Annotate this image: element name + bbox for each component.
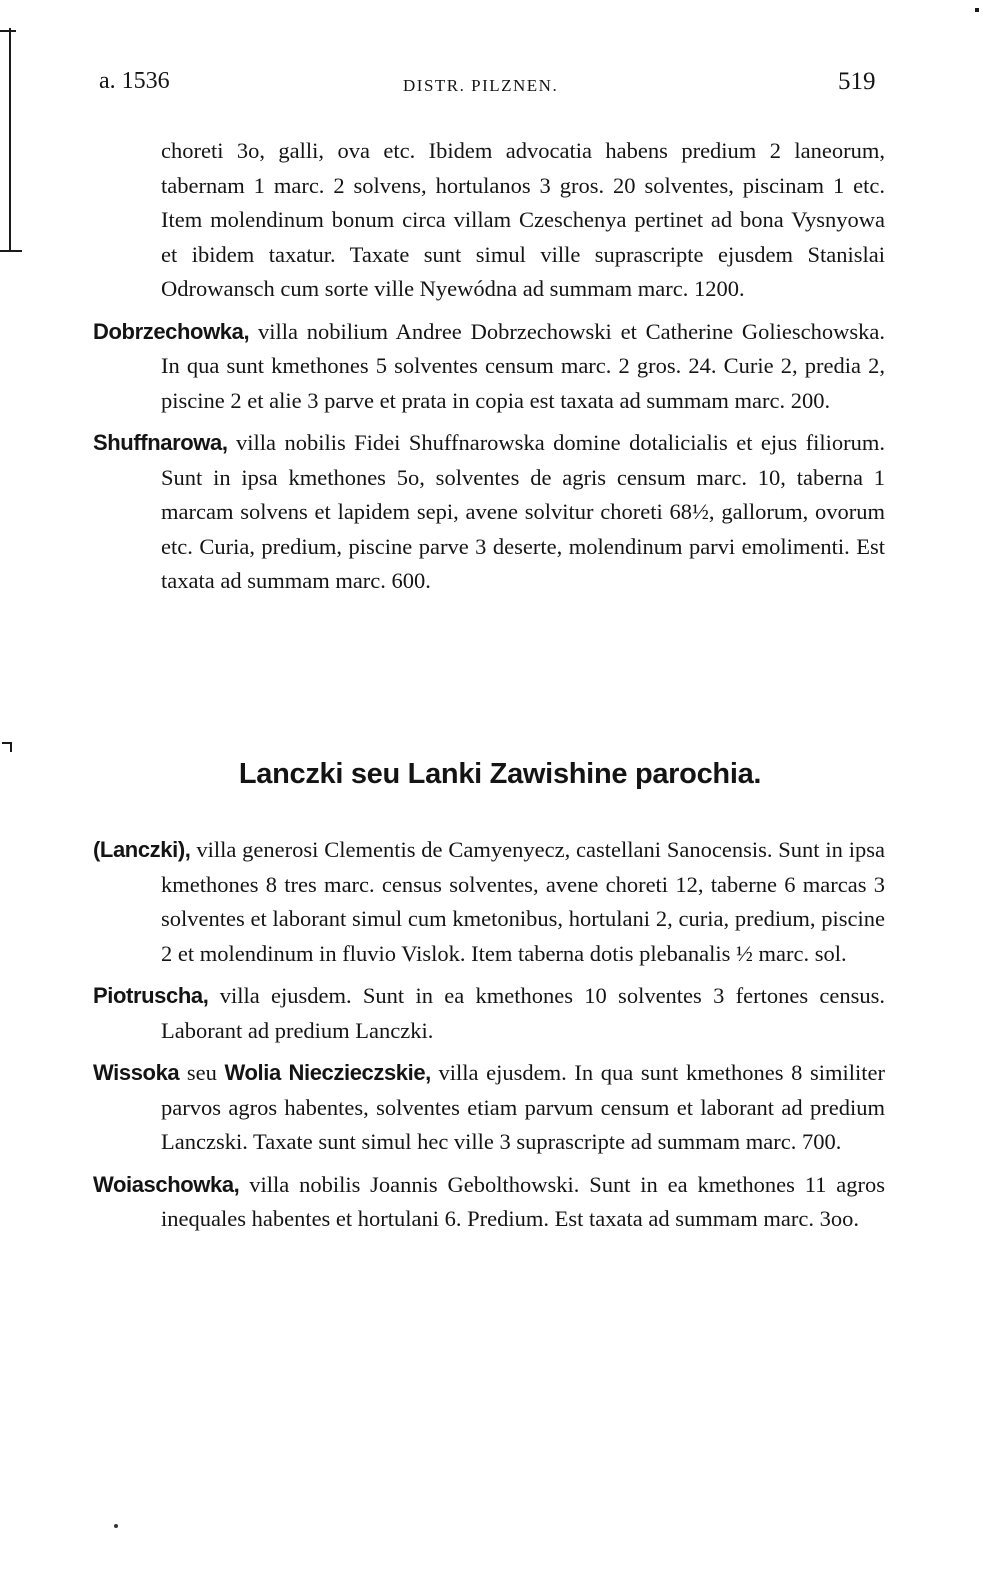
- entry-shuffnarowa: [93, 426, 885, 599]
- stray-mark: [114, 1524, 118, 1528]
- entry-text: villa nobilis Fidei Shuffnarowska domine dotalicialis et ejus filiorum. Sunt in ipsa kmethones 5o, solventes de agris censum marc. 10, taberna 1 marcam solvens et lapidem sepi, avene solvitur choreti 68½, gallorum, ovorum etc. Curia, predium, piscine parve 3 deserte, molendinum parvi emolimenti. Est taxata ad summam marc. 600.: [161, 430, 885, 593]
- entry-connector: seu: [179, 1060, 225, 1085]
- place-name-alt: Wolia Nieczieczskie,: [224, 1060, 431, 1085]
- entry-text: villa nobilis Joannis Gebolthowski. Sunt in ea kmethones 11 agros inequales habentes et hortulani 6. Predium. Est taxata ad summam marc. 3oo.: [161, 1171, 885, 1231]
- place-name: (Lanczki),: [93, 837, 191, 862]
- place-name: Woiaschowka,: [93, 1171, 240, 1197]
- entry-text: villa ejusdem. Sunt in ea kmethones 10 solventes 3 fertones census. Laborant ad predium Lanczki.: [161, 983, 885, 1043]
- place-name: Shuffnarowa,: [93, 430, 228, 455]
- year-label: a. 1536: [99, 68, 170, 94]
- page-number: 519: [838, 68, 876, 95]
- margin-mark: [0, 250, 22, 252]
- entries-top: [93, 134, 885, 607]
- entry-piotruscha: [93, 979, 885, 1048]
- entry-text: villa nobilium Andree Dobrzechowski et Catherine Golieschowska. In qua sunt kmethones 5 solventes censum marc. 2 gros. 24. Curie 2, predia 2, piscine 2 et alie 3 parve et prata in copia est taxata ad summam marc. 200.: [161, 318, 885, 413]
- entry-lanczki: [93, 833, 885, 971]
- entry-wissoka: [93, 1056, 885, 1160]
- running-head: DISTR. PILZNEN.: [403, 76, 559, 95]
- place-name: Piotruscha,: [93, 983, 209, 1008]
- entry-text: villa ejusdem. In qua sunt kmethones 8 similiter parvos agros habentes, solventes etiam parvum censum et laborant ad predium Lanczski. Taxate sunt simul hec ville 3 suprascripte ad summam marc. 700.: [161, 1060, 885, 1154]
- entry-text: choreti 3o, galli, ova etc. Ibidem advocatia habens predium 2 laneorum, tabernam 1 marc. 2 solvens, hortulanos 3 gros. 20 solventes, piscinam 1 etc. Item molendinum bonum circa villam Czeschenya pertinet ad bona Vysnyowa et ibidem taxatur. Taxate sunt simul ville suprascripte ejusdem Stanislai Odrowansch cum sorte ville Nyewódna ad summam marc. 1200.: [161, 138, 885, 301]
- entry-woiaschowka: [93, 1168, 885, 1237]
- entry-dobrzechowka: [93, 315, 885, 419]
- entry-text: villa generosi Clementis de Camyenyecz, castellani Sanocensis. Sunt in ipsa kmethones 8 tres marc. census solventes, avene choreti 12, taberne 6 marcas 3 solventes et laborant simul cum kmetonibus, hortulani 2, curia, predium, piscine 2 et molendinum in fluvio Vislok. Item taberna dotis plebanalis ½ marc. sol.: [161, 837, 885, 966]
- entries-bottom: [93, 833, 885, 1245]
- entry-continuation: [93, 134, 885, 307]
- place-name: Dobrzechowka,: [93, 318, 250, 344]
- section-title: Lanczki seu Lanki Zawishine parochia.: [238, 758, 762, 790]
- page-header: [0, 0, 1000, 110]
- place-name: Wissoka: [93, 1060, 180, 1085]
- margin-mark: [10, 742, 12, 752]
